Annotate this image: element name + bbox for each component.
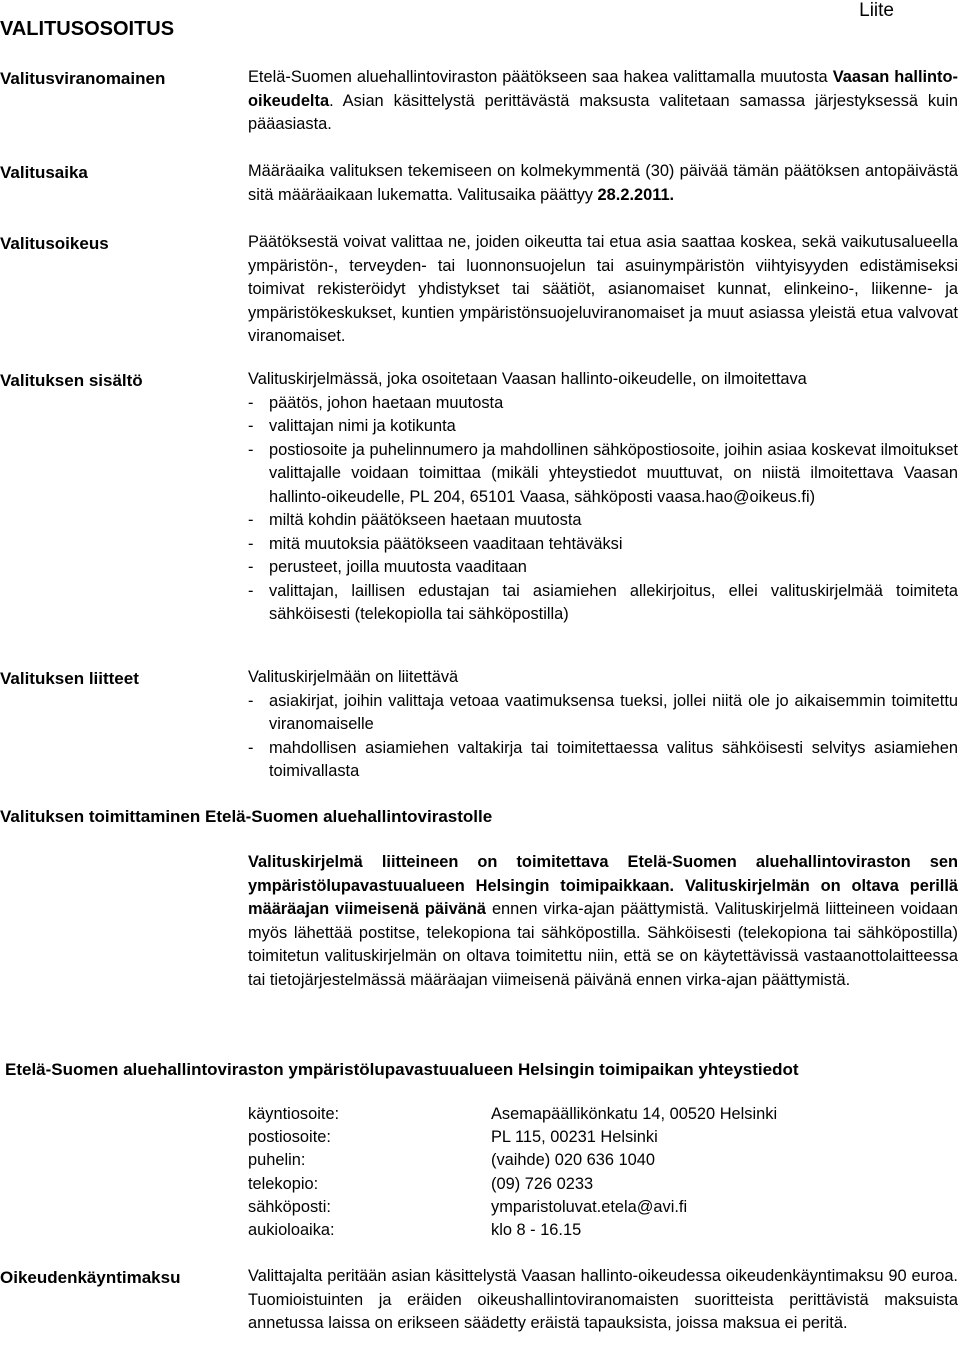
document-title: VALITUSOSOITUS xyxy=(0,18,175,40)
label-valituksen-liitteet: Valituksen liitteet xyxy=(0,669,139,688)
contact-row xyxy=(248,1149,911,1172)
contact-key: puhelin: xyxy=(248,1151,306,1170)
contact-value: klo 8 - 16.15 xyxy=(491,1221,582,1240)
toimittaminen-text-c: ennen virka-ajan päättymistä. Valituskirjelmä liitteineen voidaan myös lähettää postitse, telekopiona tai sähköpostilla. Sähköisesti (telekopiona tai sähköpostilla) toimitetun valituskirjelmän on oltava toimitettu niin, että se on käytettävissä vastaanottolaitteessa tai tietojärjestelmässä määräajan viimeisenä päivänä ennen virka-ajan päättymistä. xyxy=(248,900,958,989)
list-item: - valittajan nimi ja kotikunta xyxy=(248,415,958,439)
contact-row xyxy=(248,1173,911,1196)
contact-key: telekopio: xyxy=(248,1174,319,1193)
list-item: - mitä muutoksia päätökseen vaaditaan tehtäväksi xyxy=(248,533,958,557)
text-valituksen-sisalto xyxy=(248,368,958,627)
contact-row xyxy=(248,1126,911,1149)
sisalto-list xyxy=(248,392,958,627)
toimittaminen-bold-a: Valituskirjelmä liitteineen on toimitettava Etelä-Suomen aluehallintoviraston sen ympäristölupavastuualueen Helsingin toimipaikkaan. xyxy=(248,853,958,895)
contact-value: ymparistoluvat.etela@avi.fi xyxy=(491,1197,688,1216)
viranomainen-text-a: Etelä-Suomen aluehallintoviraston päätökseen saa hakea valittamalla muutosta xyxy=(248,68,828,86)
liitteet-list xyxy=(248,690,958,784)
list-item: - mahdollisen asiamiehen valtakirja tai toimitettaessa valitus sähköisesti selvitys asiamiehen toimivallasta xyxy=(248,737,958,784)
aika-text: Määräaika valituksen tekemiseen on kolmekymmentä (30) päivää tämän päätöksen antopäivästä sitä määräaikaan lukematta. Valitusaika päättyy xyxy=(248,162,958,204)
text-valitusoikeus xyxy=(248,231,958,349)
text-toimittaminen xyxy=(248,851,958,992)
toimittaminen-bold-b: Valituskirjelmän on oltava perillä määräajan viimeisenä päivänä xyxy=(248,876,958,918)
maksu-text: Valittajalta peritään asian käsittelystä Vaasan hallinto-oikeudessa oikeudenkäyntimaksu 90 euroa. Tuomioistuinten ja eräiden oikeushallintoviranomaisten suoritteista perittävistä maksuista annetussa laissa on erikseen säädetty eräistä tapauksista, joissa maksua ei peritä. xyxy=(248,1267,958,1332)
text-valituksen-liitteet xyxy=(248,666,958,784)
list-item: - asiakirjat, joihin valittaja vetoaa vaatimuksensa tueksi, jollei niitä ole jo aikaisemmin toimitettu viranomaiselle xyxy=(248,690,958,737)
contact-key: käyntiosoite: xyxy=(248,1105,340,1123)
heading-toimittaminen: Valituksen toimittaminen Etelä-Suomen aluehallintovirastolle xyxy=(0,807,493,826)
appeal-deadline-date: 28.2.2011. xyxy=(597,185,675,204)
attachment-label: Liite xyxy=(859,0,894,21)
list-item: - postiosoite ja puhelinnumero ja mahdollinen sähköpostiosoite, joihin asiaa koskevat ilmoitukset valittajalle voidaan toimittaa (mikäli yhteystiedot muuttuvat, on niistä ilmoitettava Vaasan hallinto-oikeudelle, PL 204, 65101 Vaasa, sähköposti vaasa.hao@oikeus.fi) xyxy=(248,439,958,510)
list-item: - perusteet, joilla muutosta vaaditaan xyxy=(248,556,958,580)
viranomainen-text-c: . Asian käsittelystä perittävästä maksusta valitetaan samassa järjestyksessä kuin pääasiasta. xyxy=(248,91,958,133)
label-valitusaika: Valitusaika xyxy=(0,163,88,182)
list-item: - miltä kohdin päätökseen haetaan muutosta xyxy=(248,509,958,533)
label-oikeudenkayntimaksu: Oikeudenkäyntimaksu xyxy=(0,1268,181,1287)
contact-key: aukioloaika: xyxy=(248,1221,335,1240)
text-oikeudenkayntimaksu xyxy=(248,1265,958,1336)
contact-value: Asemapäällikönkatu 14, 00520 Helsinki xyxy=(491,1105,778,1123)
label-valituksen-sisalto: Valituksen sisältö xyxy=(0,371,143,390)
viranomainen-court: Vaasan hallinto-oikeudelta xyxy=(248,68,958,110)
list-item: - valittajan, laillisen edustajan tai asiamiehen allekirjoitus, ellei valituskirjelmää toimiteta sähköisesti (telekopiolla tai sähköpostilla) xyxy=(248,580,958,627)
contact-row xyxy=(248,1103,911,1126)
text-valitusaika xyxy=(248,160,958,207)
list-item: - päätös, johon haetaan muutosta xyxy=(248,392,958,416)
oikeus-text: Päätöksestä voivat valittaa ne, joiden oikeutta tai etua asia saattaa koskea, sekä vaikutusalueella ympäristön-, terveyden- tai luonnonsuojelun tai asuinympäristön viihtyisyyden edistämiseksi toimivat rekisteröidyt yhdistykset tai säätiöt, asianomaiset kunnat, elinkeino-, liikenne- ja ympäristökeskukset, kuntien ympäristönsuojeluviranomaiset ja muut asiassa yleistä etua valvovat viranomaiset. xyxy=(248,233,958,345)
contact-table xyxy=(248,1103,911,1242)
contact-value: PL 115, 00231 Helsinki xyxy=(491,1128,658,1147)
heading-yhteystiedot: Etelä-Suomen aluehallintoviraston ympäristölupavastuualueen Helsingin toimipaikan yhteystiedot xyxy=(5,1060,799,1079)
text-valitusviranomainen xyxy=(248,66,958,137)
contact-value: (vaihde) 020 636 1040 xyxy=(491,1151,656,1170)
contact-row xyxy=(248,1219,911,1242)
contact-value: (09) 726 0233 xyxy=(491,1174,594,1193)
contact-row xyxy=(248,1196,911,1219)
label-valitusviranomainen: Valitusviranomainen xyxy=(0,69,166,88)
label-valitusoikeus: Valitusoikeus xyxy=(0,234,109,253)
sisalto-intro: Valituskirjelmässä, joka osoitetaan Vaasan hallinto-oikeudelle, on ilmoitettava xyxy=(248,370,807,388)
contact-key: sähköposti: xyxy=(248,1197,331,1216)
contact-key: postiosoite: xyxy=(248,1128,331,1147)
liitteet-intro: Valituskirjelmään on liitettävä xyxy=(248,668,459,686)
